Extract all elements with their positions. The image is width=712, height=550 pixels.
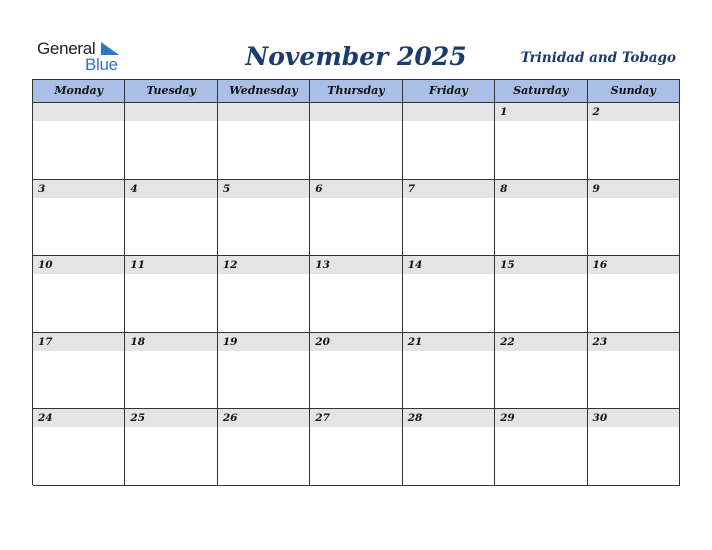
day-number: 8	[495, 180, 586, 198]
day-cell	[588, 333, 680, 410]
day-cell	[310, 180, 402, 257]
weekday-friday: Friday	[403, 80, 495, 103]
day-number: 5	[218, 180, 309, 198]
logo-text-blue: Blue	[85, 55, 118, 74]
day-number: 12	[218, 256, 309, 274]
day-number: 9	[588, 180, 679, 198]
day-cell	[588, 180, 680, 257]
logo-text-general: General	[37, 39, 96, 58]
day-cell	[495, 103, 587, 180]
day-cell	[495, 256, 587, 333]
day-cell	[125, 256, 217, 333]
day-number	[310, 103, 401, 121]
day-number: 17	[33, 333, 124, 351]
day-cell	[125, 180, 217, 257]
day-cell	[33, 180, 125, 257]
country-name: Trinidad and Tobago	[520, 50, 676, 66]
weekday-header-row	[33, 80, 680, 103]
day-number: 30	[588, 409, 679, 427]
day-cell	[495, 333, 587, 410]
day-number: 29	[495, 409, 586, 427]
day-cell	[403, 103, 495, 180]
week-row-1	[33, 103, 680, 180]
day-cell	[218, 333, 310, 410]
day-number	[218, 103, 309, 121]
weekday-monday: Monday	[33, 80, 125, 103]
calendar-grid	[32, 79, 680, 485]
day-cell	[495, 180, 587, 257]
day-number: 22	[495, 333, 586, 351]
day-number: 11	[125, 256, 216, 274]
day-cell	[33, 409, 125, 486]
day-number: 10	[33, 256, 124, 274]
day-cell	[403, 333, 495, 410]
day-number: 20	[310, 333, 401, 351]
weekday-tuesday: Tuesday	[125, 80, 217, 103]
weekday-saturday: Saturday	[495, 80, 587, 103]
weekday-wednesday: Wednesday	[218, 80, 310, 103]
day-cell	[33, 333, 125, 410]
day-cell	[33, 103, 125, 180]
day-number: 4	[125, 180, 216, 198]
calendar-title: November 2025	[245, 42, 467, 71]
day-number: 21	[403, 333, 494, 351]
day-cell	[310, 409, 402, 486]
day-number	[403, 103, 494, 121]
day-number: 28	[403, 409, 494, 427]
week-row-2	[33, 180, 680, 257]
generalblue-logo	[37, 39, 127, 75]
day-number: 26	[218, 409, 309, 427]
day-number	[125, 103, 216, 121]
day-number: 25	[125, 409, 216, 427]
day-number: 7	[403, 180, 494, 198]
day-number: 3	[33, 180, 124, 198]
week-row-4	[33, 333, 680, 410]
day-cell	[495, 409, 587, 486]
week-row-3	[33, 256, 680, 333]
day-number: 6	[310, 180, 401, 198]
day-number: 14	[403, 256, 494, 274]
day-cell	[218, 180, 310, 257]
day-number	[33, 103, 124, 121]
day-cell	[125, 409, 217, 486]
day-number: 13	[310, 256, 401, 274]
day-cell	[403, 180, 495, 257]
day-number: 27	[310, 409, 401, 427]
day-cell	[310, 103, 402, 180]
day-number: 1	[495, 103, 586, 121]
day-cell	[125, 103, 217, 180]
day-number: 15	[495, 256, 586, 274]
weekday-sunday: Sunday	[588, 80, 680, 103]
day-number: 23	[588, 333, 679, 351]
day-cell	[33, 256, 125, 333]
week-row-5	[33, 409, 680, 486]
day-number: 24	[33, 409, 124, 427]
weekday-thursday: Thursday	[310, 80, 402, 103]
day-number: 18	[125, 333, 216, 351]
day-cell	[218, 103, 310, 180]
day-cell	[403, 256, 495, 333]
day-cell	[310, 333, 402, 410]
day-cell	[403, 409, 495, 486]
day-cell	[218, 256, 310, 333]
day-number: 2	[588, 103, 679, 121]
logo-triangle-icon	[101, 42, 119, 55]
day-cell	[125, 333, 217, 410]
day-cell	[588, 256, 680, 333]
day-number: 19	[218, 333, 309, 351]
day-cell	[310, 256, 402, 333]
day-cell	[588, 409, 680, 486]
day-cell	[588, 103, 680, 180]
day-number: 16	[588, 256, 679, 274]
day-cell	[218, 409, 310, 486]
